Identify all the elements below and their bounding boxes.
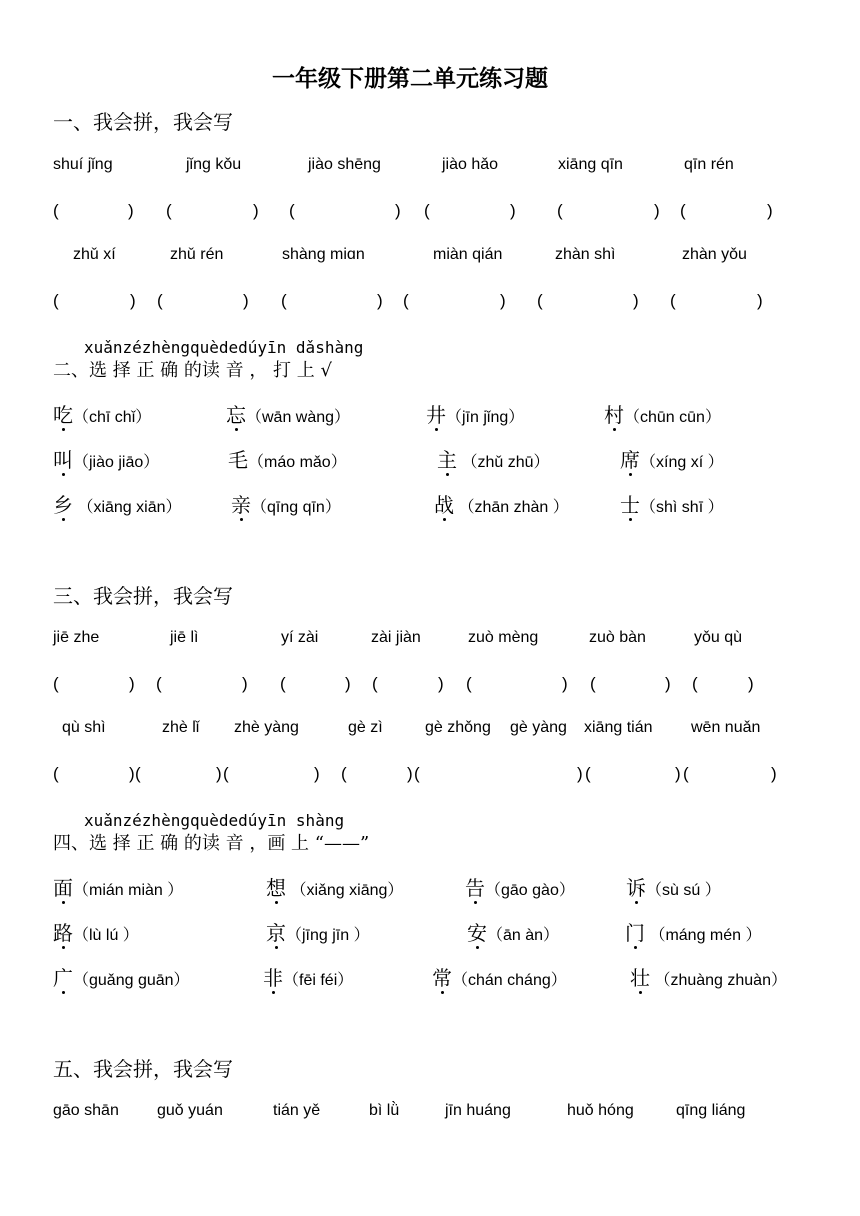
answer-paren-close: ): [510, 201, 516, 220]
choice-options[interactable]: （guǎng guān）: [73, 972, 190, 989]
answer-paren-close: ): [654, 201, 660, 220]
choice-item: [630, 962, 787, 991]
pinyin-item: zuò bàn: [589, 629, 646, 646]
pinyin-item: huǒ hóng: [567, 1102, 634, 1119]
choice-options[interactable]: （chán cháng）: [452, 972, 567, 989]
choice-item: [467, 917, 559, 946]
pinyin-item: zuò mèng: [468, 629, 539, 646]
pinyin-item: wēn nuǎn: [691, 719, 761, 736]
pinyin-item: xiāng tián: [584, 719, 653, 736]
answer-paren-open: (: [281, 291, 287, 310]
choice-char: 壮: [630, 966, 650, 990]
choice-char: 席: [620, 448, 640, 472]
pinyin-item: zhè yàng: [234, 719, 299, 736]
section-2-ruby-pinyin: xuǎnzézhèngquèdedúyīn dǎshàng: [84, 338, 364, 357]
answer-paren-close: ): [577, 764, 583, 783]
choice-item: [53, 489, 182, 518]
answer-paren-close: ): [130, 291, 136, 310]
answer-paren-open: (: [157, 291, 163, 310]
choice-item: [53, 917, 139, 946]
section-3-heading: 三、我会拼，我会写: [53, 584, 233, 608]
choice-item: [53, 872, 183, 901]
pinyin-item: zhǔ rén: [170, 246, 224, 263]
answer-paren-open: (: [692, 674, 698, 693]
section-5-heading: 五、我会拼，我会写: [53, 1057, 233, 1081]
answer-paren-close: ): [345, 674, 351, 693]
choice-options[interactable]: （máo mǎo）: [248, 454, 347, 471]
choice-item: [434, 489, 569, 518]
answer-paren-open: (: [680, 201, 686, 220]
answer-paren-open: (: [466, 674, 472, 693]
choice-item: [426, 399, 524, 428]
answer-paren-open: (: [223, 764, 229, 783]
choice-item: [626, 872, 721, 901]
answer-paren-close: ): [757, 291, 763, 310]
pinyin-item: zhǔ xí: [73, 246, 116, 263]
section-2-heading: 二、选 择 正 确 的读 音 ， 打 上 √: [53, 360, 332, 381]
pinyin-item: zhàn yǒu: [682, 246, 747, 263]
answer-paren-open: (: [341, 764, 347, 783]
answer-paren-open: (: [289, 201, 295, 220]
choice-char: 村: [604, 403, 624, 427]
choice-options[interactable]: （fēi féi）: [283, 972, 354, 989]
choice-item: [263, 962, 353, 991]
choice-options[interactable]: （ān àn）: [487, 927, 560, 944]
answer-paren-open: (: [683, 764, 689, 783]
answer-paren-close: ): [438, 674, 444, 693]
answer-paren-close: ): [242, 674, 248, 693]
choice-options[interactable]: （xiāng xiān）: [73, 499, 182, 516]
pinyin-item: yí zài: [281, 629, 319, 646]
pinyin-item: zhàn shì: [555, 246, 616, 263]
answer-paren-close: ): [253, 201, 259, 220]
pinyin-item: guǒ yuán: [157, 1102, 223, 1119]
pinyin-item: miàn qián: [433, 246, 503, 263]
answer-paren-close: ): [675, 764, 681, 783]
choice-char: 吃: [53, 403, 73, 427]
choice-char: 常: [432, 966, 452, 990]
choice-item: [53, 962, 190, 991]
choice-item: [620, 444, 724, 473]
choice-item: [437, 444, 550, 473]
choice-options[interactable]: （zhǔ zhū）: [457, 454, 550, 471]
pinyin-item: gè zì: [348, 719, 383, 736]
choice-options[interactable]: （jiào jiāo）: [73, 454, 160, 471]
answer-paren-open: (: [403, 291, 409, 310]
answer-paren-open: (: [53, 201, 59, 220]
answer-paren-open: (: [424, 201, 430, 220]
pinyin-item: gè yàng: [510, 719, 567, 736]
answer-paren-close: ): [767, 201, 773, 220]
answer-paren-open: (: [372, 674, 378, 693]
choice-char: 面: [53, 876, 73, 900]
section-1-heading: 一、我会拼，我会写: [53, 110, 233, 134]
answer-paren-close: ): [128, 201, 134, 220]
answer-paren-open: (: [537, 291, 543, 310]
choice-char: 毛: [228, 448, 248, 472]
choice-options[interactable]: （wān wàng）: [246, 409, 351, 426]
pinyin-item: gāo shān: [53, 1102, 119, 1119]
choice-item: [266, 917, 370, 946]
pinyin-item: tián yě: [273, 1102, 321, 1119]
pinyin-item: jiào shēng: [308, 156, 381, 173]
choice-item: [620, 489, 724, 518]
answer-paren-open: (: [280, 674, 286, 693]
choice-char: 亲: [231, 493, 251, 517]
choice-options[interactable]: （shì shī ）: [640, 499, 724, 516]
choice-char: 主: [437, 448, 457, 472]
answer-paren-close: ): [500, 291, 506, 310]
choice-char: 门: [625, 921, 645, 945]
choice-char: 京: [266, 921, 286, 945]
pinyin-item: shuí jǐng: [53, 156, 113, 173]
choice-options[interactable]: （mián miàn ）: [73, 882, 184, 899]
answer-paren-close: ): [562, 674, 568, 693]
answer-paren-close: ): [771, 764, 777, 783]
pinyin-item: xiāng qīn: [558, 156, 623, 173]
answer-paren-open: (: [166, 201, 172, 220]
pinyin-item: jīn huáng: [445, 1102, 511, 1119]
choice-char: 非: [263, 966, 283, 990]
pinyin-item: jiào hǎo: [442, 156, 499, 173]
answer-paren-close: ): [377, 291, 383, 310]
answer-paren-open: (: [557, 201, 563, 220]
answer-paren-open: (: [135, 764, 141, 783]
answer-paren-open: (: [585, 764, 591, 783]
answer-paren-open: (: [414, 764, 420, 783]
answer-paren-close: ): [314, 764, 320, 783]
choice-item: [53, 444, 159, 473]
choice-options[interactable]: （xiǎng xiāng）: [286, 882, 404, 899]
choice-item: [465, 872, 575, 901]
answer-paren-open: (: [53, 674, 59, 693]
pinyin-item: yǒu qù: [694, 629, 743, 646]
answer-paren-close: ): [633, 291, 639, 310]
choice-options[interactable]: （xíng xí ）: [640, 454, 724, 471]
page-title: 一年级下册第二单元练习题: [272, 66, 548, 92]
choice-options[interactable]: （gāo gào）: [485, 882, 575, 899]
choice-char: 井: [426, 403, 446, 427]
choice-char: 诉: [626, 876, 646, 900]
pinyin-item: jǐng kǒu: [186, 156, 242, 173]
choice-options[interactable]: （lù lú ）: [73, 927, 139, 944]
choice-char: 想: [266, 876, 286, 900]
choice-item: [604, 399, 721, 428]
pinyin-item: qīng liáng: [676, 1102, 746, 1119]
choice-item: [432, 962, 567, 991]
section-4-heading: 四、选 择 正 确 的读 音 ，画 上 “——”: [53, 833, 370, 854]
choice-options[interactable]: （chī chǐ）: [73, 409, 152, 426]
answer-paren-close: ): [129, 674, 135, 693]
pinyin-item: gè zhǒng: [425, 719, 491, 736]
answer-paren-close: ): [216, 764, 222, 783]
pinyin-item: qù shì: [62, 719, 106, 736]
answer-paren-close: ): [395, 201, 401, 220]
choice-options[interactable]: （zhān zhàn ）: [454, 499, 569, 516]
choice-item: [228, 444, 347, 473]
choice-options[interactable]: （chūn cūn）: [624, 409, 721, 426]
pinyin-item: jiē lì: [170, 629, 199, 646]
choice-item: [231, 489, 341, 518]
choice-item: [266, 872, 403, 901]
choice-options[interactable]: （jīng jīn ）: [286, 927, 370, 944]
choice-char: 广: [53, 966, 73, 990]
answer-paren-close: ): [243, 291, 249, 310]
choice-char: 安: [467, 921, 487, 945]
choice-item: [625, 917, 762, 946]
choice-char: 路: [53, 921, 73, 945]
pinyin-item: bì lǜ: [369, 1102, 400, 1119]
answer-paren-open: (: [53, 291, 59, 310]
pinyin-item: zài jiàn: [371, 629, 421, 646]
answer-paren-open: (: [53, 764, 59, 783]
choice-char: 忘: [226, 403, 246, 427]
choice-char: 乡: [53, 493, 73, 517]
pinyin-item: zhè lǐ: [162, 719, 200, 736]
pinyin-item: shàng miɑn: [282, 246, 365, 263]
answer-paren-close: ): [129, 764, 135, 783]
answer-paren-open: (: [590, 674, 596, 693]
pinyin-item: qīn rén: [684, 156, 734, 173]
section-4-ruby-pinyin: xuǎnzézhèngquèdedúyīn shàng: [84, 811, 345, 830]
choice-char: 叫: [53, 448, 73, 472]
choice-options[interactable]: （qīng qīn）: [251, 499, 341, 516]
choice-options[interactable]: （jīn jǐng）: [446, 409, 525, 426]
choice-item: [226, 399, 350, 428]
choice-options[interactable]: （máng mén ）: [645, 927, 762, 944]
pinyin-item: jiē zhe: [53, 629, 100, 646]
answer-paren-close: ): [748, 674, 754, 693]
choice-item: [53, 399, 151, 428]
answer-paren-open: (: [670, 291, 676, 310]
choice-char: 战: [434, 493, 454, 517]
choice-options[interactable]: （sù sú ）: [646, 882, 721, 899]
choice-options[interactable]: （zhuàng zhuàn）: [650, 972, 787, 989]
answer-paren-close: ): [665, 674, 671, 693]
answer-paren-close: ): [407, 764, 413, 783]
choice-char: 告: [465, 876, 485, 900]
answer-paren-open: (: [156, 674, 162, 693]
choice-char: 士: [620, 493, 640, 517]
